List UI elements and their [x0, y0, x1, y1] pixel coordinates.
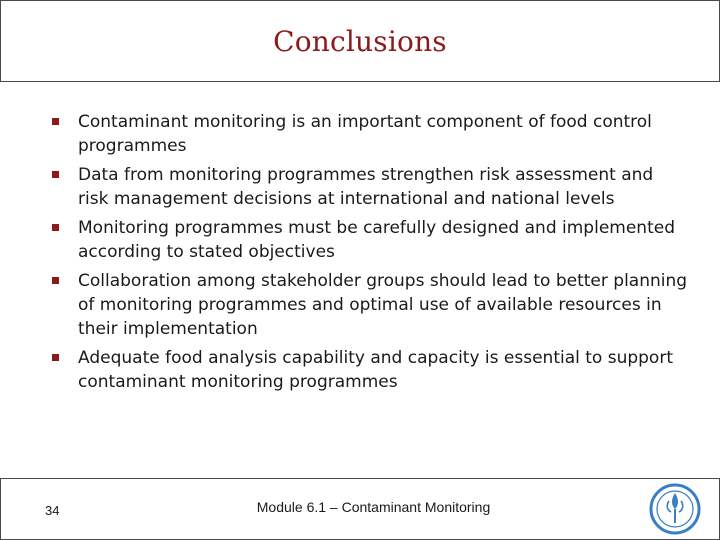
square-bullet-icon	[52, 171, 59, 178]
title-bar	[0, 0, 720, 82]
square-bullet-icon	[52, 118, 59, 125]
bullet-item	[48, 163, 688, 211]
bullet-item	[48, 110, 688, 158]
slide-footer	[0, 478, 720, 540]
square-bullet-icon	[52, 224, 59, 231]
module-label: Module 6.1 – Contaminant Monitoring	[256, 499, 491, 515]
bullet-text: Contaminant monitoring is an important component of food control programmes	[78, 112, 652, 156]
slide-title: Conclusions	[273, 25, 447, 58]
bullet-list	[48, 110, 688, 399]
bullet-text: Data from monitoring programmes strengthen risk assessment and risk management decisions at international and national levels	[78, 165, 654, 209]
page-number: 34	[45, 503, 60, 518]
square-bullet-icon	[52, 277, 59, 284]
bullet-text: Monitoring programmes must be carefully designed and implemented according to stated objectives	[78, 218, 675, 262]
bullet-text: Collaboration among stakeholder groups should lead to better planning of monitoring programmes and optimal use of available resources in their implementation	[78, 271, 688, 339]
bullet-item	[48, 269, 688, 341]
bullet-item	[48, 346, 688, 394]
square-bullet-icon	[52, 354, 59, 361]
bullet-item	[48, 216, 688, 264]
bullet-text: Adequate food analysis capability and capacity is essential to support contaminant monitoring programmes	[78, 348, 673, 392]
fao-logo-icon	[649, 483, 701, 535]
